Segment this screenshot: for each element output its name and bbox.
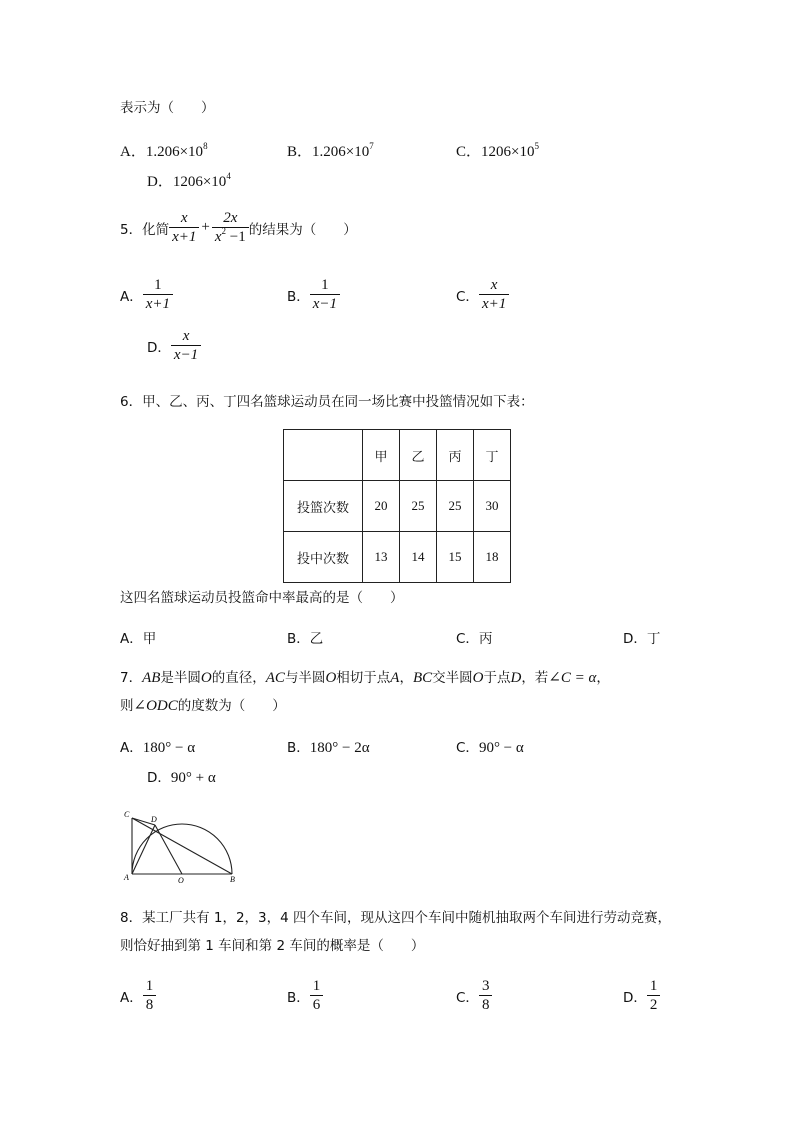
q7-line1-run: ∠C = α xyxy=(548,670,597,686)
q7-line1-run: BC xyxy=(412,670,433,686)
q6-option-c[interactable]: C．丙 xyxy=(456,631,493,647)
table-cell: 20 xyxy=(363,481,400,532)
column-header: 丁 xyxy=(474,430,511,481)
q5-fraction-1: $\frac{x}{x+1}$ xyxy=(169,209,199,246)
q7-option-c[interactable]: C．90° − α xyxy=(456,740,524,756)
table-cell: 25 xyxy=(437,481,474,532)
q7-line1-run: O xyxy=(200,670,212,686)
q7-line1-run: 于点 xyxy=(483,670,511,686)
table-row xyxy=(284,481,511,532)
q4-option-b[interactable]: B．$1.206\times 10^7$ xyxy=(287,141,374,160)
label-o: O xyxy=(178,876,184,885)
q5-option-c[interactable]: C． $\frac{x}{x+1}$ xyxy=(456,276,509,313)
label-c: C xyxy=(124,810,130,819)
semicircle-arc xyxy=(132,824,232,874)
q5-option-a[interactable]: A． $\frac{1}{x+1}$ xyxy=(120,276,173,313)
table-header-row xyxy=(284,430,511,481)
column-header: 乙 xyxy=(400,430,437,481)
label-a: A xyxy=(124,873,129,882)
q7-line1-run: 与半圆 xyxy=(284,670,326,686)
q7-option-b[interactable]: B．180° − 2α xyxy=(287,740,370,756)
q7-line1-run: D xyxy=(510,670,522,686)
q5-fraction-2: $\frac{2x}{x^2 -1}$ xyxy=(212,209,249,246)
table-cell: 13 xyxy=(363,532,400,583)
segment-do xyxy=(155,825,182,874)
row-header: 投篮次数 xyxy=(284,481,363,532)
q7-line1-run: 是半圆 xyxy=(160,670,201,686)
table-cell: 14 xyxy=(400,532,437,583)
segment-da xyxy=(132,825,155,874)
q8-option-d[interactable]: D． $\frac{1}{2}$ xyxy=(623,977,660,1014)
label-d: D xyxy=(151,815,157,824)
q7-line1-run: 交半圆 xyxy=(432,670,473,686)
q7-option-d[interactable]: D．90° + α xyxy=(147,770,216,786)
table-corner-cell xyxy=(284,430,363,481)
table-row xyxy=(284,532,511,583)
column-header: 甲 xyxy=(363,430,400,481)
q7-line1-run: AC xyxy=(265,670,285,686)
q7-line1-run: 相切于点 xyxy=(336,670,391,686)
q7-line1-run: ， xyxy=(596,670,610,686)
q7-stem-line-1: 7．AB是半圆O的直径，AC与半圆O相切于点A，BC交半圆O于点D，若∠C = α， xyxy=(120,670,610,686)
q7-line1-run: 的直径， xyxy=(211,670,266,686)
q7-line1-run: O xyxy=(472,670,484,686)
q4-stem-end: 表示为（ ） xyxy=(120,100,215,116)
q7-line1-run: AB xyxy=(142,670,161,686)
q6-question: 这四名篮球运动员投篮命中率最高的是（ ） xyxy=(120,590,404,606)
q8-stem-line-2: 则恰好抽到第 1 车间和第 2 车间的概率是（ ） xyxy=(120,938,425,954)
q6-stem: 6．甲、乙、丙、丁四名篮球运动员在同一场比赛中投篮情况如下表： xyxy=(120,394,534,410)
q7-line2-run: 则 xyxy=(120,698,134,714)
q5-stem: 5． 化简 $\frac{x}{x+1}$ + $\frac{2x}{x^2 -1}$ 的结果为（ ） xyxy=(120,210,357,245)
table-cell: 25 xyxy=(400,481,437,532)
row-header: 投中次数 xyxy=(284,532,363,583)
q7-line1-run: A xyxy=(390,670,400,686)
q8-option-c[interactable]: C． $\frac{3}{8}$ xyxy=(456,977,492,1014)
q7-line1-run: O xyxy=(325,670,337,686)
q7-geometry-figure xyxy=(118,808,242,888)
q6-table xyxy=(283,429,511,583)
q4-option-c[interactable]: C．$1206\times 10^5$ xyxy=(456,141,539,160)
column-header: 丙 xyxy=(437,430,474,481)
q7-line1-run: ， xyxy=(399,670,413,686)
segment-cb xyxy=(132,818,232,874)
q7-line2-run: ∠ODC xyxy=(133,698,178,714)
q6-option-b[interactable]: B．乙 xyxy=(287,631,324,647)
q8-option-b[interactable]: B． $\frac{1}{6}$ xyxy=(287,977,323,1014)
q5-option-b[interactable]: B． $\frac{1}{x-1}$ xyxy=(287,276,340,313)
q7-option-a[interactable]: A．180° − α xyxy=(120,740,196,756)
q7-stem-line-2 xyxy=(120,694,286,715)
q4-option-a[interactable]: A．$1.206\times 10^8$ xyxy=(120,141,208,160)
q4-option-d[interactable]: D．$1206\times 10^4$ xyxy=(147,171,231,190)
q6-option-a[interactable]: A．甲 xyxy=(120,631,157,647)
q6-option-d[interactable]: D．丁 xyxy=(623,631,661,647)
table-cell: 15 xyxy=(437,532,474,583)
q5-option-d[interactable]: D． $\frac{x}{x-1}$ xyxy=(147,327,201,364)
table-cell: 30 xyxy=(474,481,511,532)
q7-line2-run: 的度数为（ ） xyxy=(177,698,286,714)
label-b: B xyxy=(230,875,235,884)
q7-line1-run: ，若 xyxy=(521,670,549,686)
table-cell: 18 xyxy=(474,532,511,583)
q8-stem-line-1: 8．某工厂共有 1，2，3，4 四个车间，现从这四个车间中随机抽取两个车间进行劳动竞赛， xyxy=(120,910,672,926)
q8-option-a[interactable]: A． $\frac{1}{8}$ xyxy=(120,977,156,1014)
